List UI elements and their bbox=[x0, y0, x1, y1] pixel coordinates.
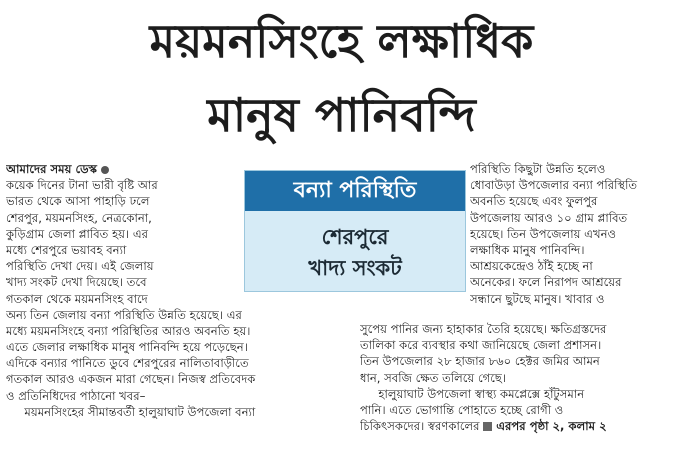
box-line-2: খাদ্য সংকট bbox=[308, 256, 402, 280]
byline: আমাদের সময় ডেস্ক bbox=[6, 161, 348, 177]
highlight-box bbox=[244, 170, 466, 292]
text-line: মধ্যে শেরপুরে ভয়াবহ বন্যা bbox=[6, 242, 127, 257]
text-line: সুপেয় পানির জন্য হাহাকার তৈরি হয়েছে। ক্ষতিগ্রস্তদের bbox=[360, 322, 607, 336]
text-line: গতকাল আরও একজন মারা গেছেন। নিজস্ব প্রতিবেদক bbox=[6, 372, 256, 387]
box-tag: বন্যা পরিস্থিতি bbox=[245, 171, 465, 211]
text-line: পানি। এতে ভোগান্তি পোহাতে হচ্ছে রোগী ও bbox=[360, 402, 564, 417]
box-line-1: শেরপুরে bbox=[321, 225, 389, 249]
text-line: পরিস্থিতি কিছুটা উন্নতি হলেও bbox=[470, 162, 606, 176]
continuation-note bbox=[483, 418, 606, 434]
text-line: হালুয়াঘাট উপজেলা স্বাস্থ্য কমপ্লেক্সে হাঁটুসমান bbox=[360, 386, 585, 401]
bullet-icon bbox=[101, 166, 109, 174]
headline-line-2: মানুষ পানিবন্দি bbox=[207, 88, 476, 142]
text-line: অনেকের। ফলে নিরাপদ আশ্রয়ের bbox=[470, 275, 622, 290]
text-line: তিন উপজেলার ২৮ হাজার ৮৬০ হেক্টর জমির আমন bbox=[360, 354, 600, 369]
text-line: উপজেলায় আরও ১০ গ্রাম প্লাবিত bbox=[470, 210, 628, 225]
right-column bbox=[470, 161, 678, 307]
headline-line-1: ময়মনসিংহে লক্ষাধিক bbox=[149, 14, 534, 68]
text-line: মধ্যে ময়মনসিংহে বন্যা পরিস্থিতির আরও অবনতি হয়। bbox=[6, 323, 251, 338]
text-line: এদিকে বন্যার পানিতে ডুবে শেরপুরের নালিতাবাড়ীতে bbox=[6, 356, 249, 371]
last-line bbox=[360, 418, 678, 434]
text-line: চিকিৎসকদের। স্বরণকালের bbox=[360, 419, 480, 434]
text-line: ময়মনসিংহের সীমান্তবর্তী হালুয়াঘাট উপজেলা বন্যা bbox=[6, 404, 256, 419]
text-line: সন্ধানে ছুটছে মানুষ। খাবার ও bbox=[470, 291, 605, 306]
text-line: আশ্রয়কেন্দ্রেও ঠাঁই হচ্ছে না bbox=[470, 259, 593, 274]
text-line: খাদ্য সংকট দেখা দিয়েছে। তবে bbox=[6, 275, 147, 290]
bottom-column bbox=[360, 321, 678, 434]
left-wide-text bbox=[6, 307, 348, 420]
text-line: হয়েছে। তিন উপজেলায় এখনও bbox=[470, 226, 617, 241]
text-line: পরিস্থিতি দেখা দেয়। এই জেলায় bbox=[6, 259, 154, 274]
text-line: ভারত থেকে আসা পাহাড়ি ঢলে bbox=[6, 194, 150, 209]
left-narrow-text bbox=[6, 177, 238, 307]
text-line: লক্ষাধিক মানুষ পানিবন্দি। bbox=[470, 242, 585, 257]
text-line: তালিকা করে ব্যবস্থার কথা জানিয়েছে জেলা প্রশাসন। bbox=[360, 338, 602, 353]
text-line: কুড়িগ্রাম জেলা প্লাবিত হয়। এর bbox=[6, 226, 149, 241]
continuation-text: এরপর পৃষ্ঠা ২, কলাম ২ bbox=[496, 419, 607, 434]
text-line: গতকাল থেকে ময়মনসিংহ বাদে bbox=[6, 291, 148, 306]
text-line: অন্য তিন জেলায় বন্যা পরিস্থিতি উন্নতি হয়েছে। এর bbox=[6, 307, 242, 322]
text-line: কয়েক দিনের টানা ভারী বৃষ্টি আর bbox=[6, 178, 158, 193]
square-icon bbox=[483, 422, 492, 431]
text-line: এতে জেলার লক্ষাধিক মানুষ পানিবন্দি হয়ে পড়েছেন। bbox=[6, 340, 248, 355]
text-line: ধোবাউড়া উপজেলার বন্যা পরিস্থিতি bbox=[470, 178, 638, 193]
text-line: অবনতি হয়েছে এবং ফুলপুর bbox=[470, 194, 598, 209]
text-line: ধান, সবজি ক্ষেত তলিয়ে গেছে। bbox=[360, 370, 507, 385]
text-line: শেরপুর, ময়মনসিংহ, নেত্রকোনা, bbox=[6, 210, 152, 225]
text-line: ও প্রতিনিধিদের পাঠানো খবর– bbox=[6, 388, 146, 403]
